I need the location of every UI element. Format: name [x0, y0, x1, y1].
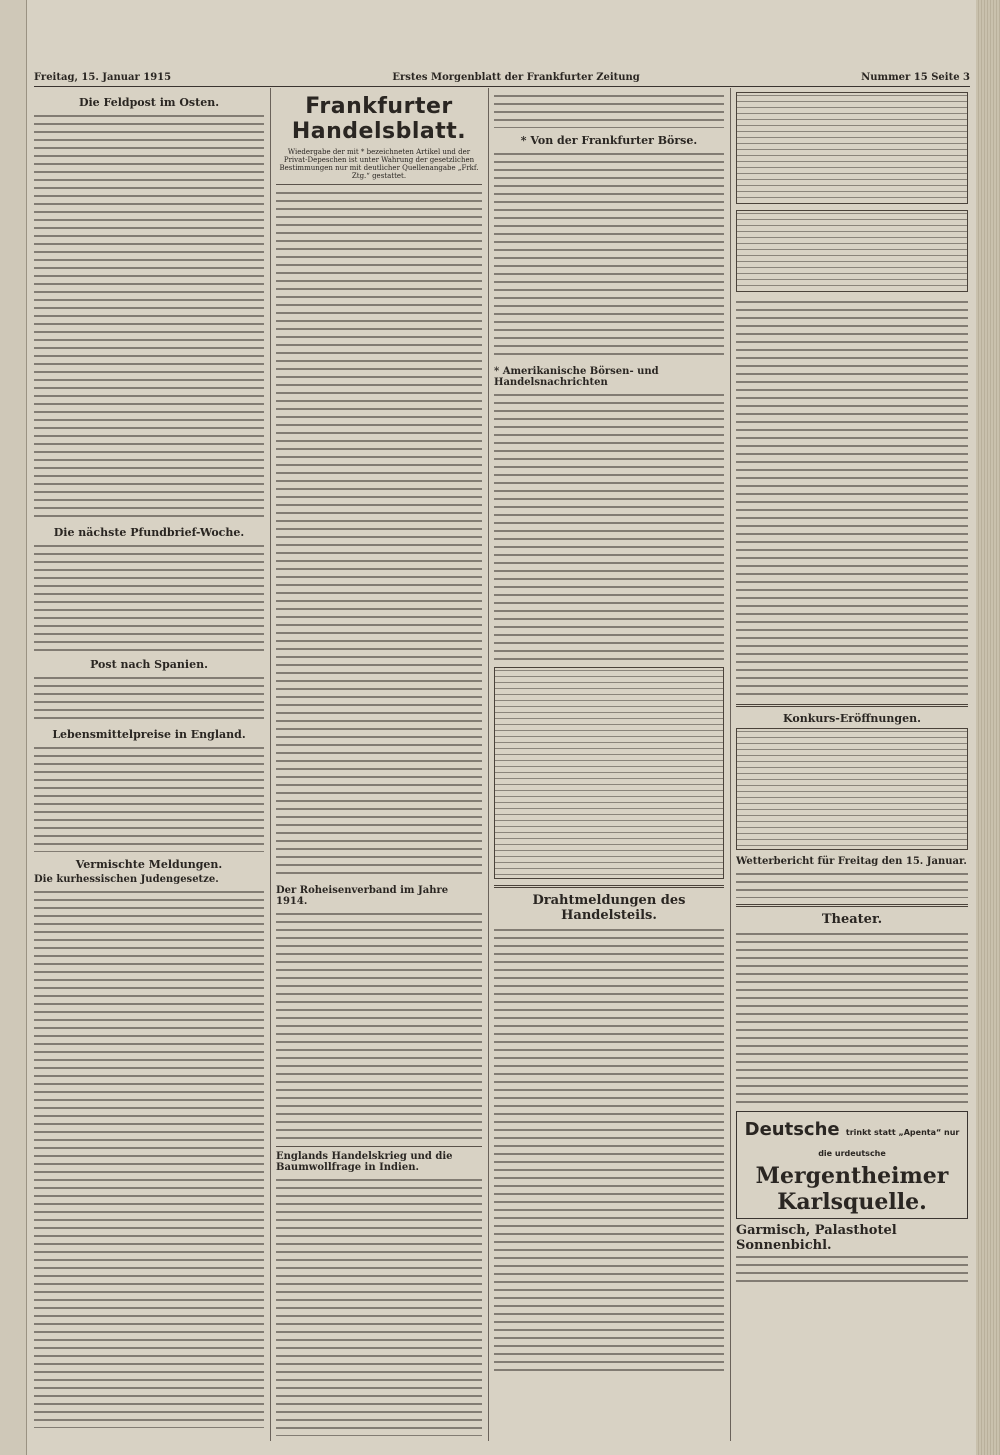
heading-roheisenverband: Der Roheisenverband im Jahre 1914.: [276, 885, 449, 907]
divider: [276, 1146, 482, 1147]
column-3: [494, 92, 724, 1437]
ad-deutsche-text: trinkt statt „Apenta“ nur die urdeutsche: [818, 1128, 960, 1158]
column-2: [276, 92, 482, 1437]
heading-judengesetze: Die kurhessischen Judengesetze.: [34, 874, 219, 885]
heading-post-spanien: Post nach Spanien.: [90, 658, 208, 671]
book-spine: [976, 0, 1000, 1455]
text-block: [494, 926, 724, 1376]
divider: [736, 704, 968, 707]
column-4: [736, 92, 968, 1437]
text-block: [736, 930, 968, 1105]
heading-feldpost: Die Feldpost im Osten.: [78, 96, 220, 109]
page-header: [34, 72, 970, 87]
text-block: [34, 744, 264, 852]
divider: [276, 184, 482, 185]
text-block: [494, 391, 724, 661]
column-rule: [730, 88, 731, 1441]
heading-drahtmeldungen: Drahtmeldungen des Handelsteils.: [532, 893, 686, 923]
heading-lebensmittelpreise: Lebensmittelpreise in England.: [52, 728, 246, 741]
heading-wetterbericht: Wetterbericht für Freitag den 15. Januar.: [736, 856, 967, 867]
text-block: [34, 674, 264, 722]
header-date: Freitag, 15. Januar 1915: [34, 72, 172, 83]
text-block: [736, 298, 968, 698]
ad-mergentheimer: Mergentheimer Karlsquelle.: [755, 1163, 949, 1215]
heading-amerikanische-boersen: * Amerikanische Börsen- und Handelsnachrichten: [494, 366, 659, 388]
heading-frankfurter-boerse: * Von der Frankfurter Börse.: [520, 134, 698, 147]
reprint-notice: Wiedergabe der mit * bezeichneten Artikel und der Privat-Depeschen ist unter Wahrung der gesetzlichen Bestimmungen nur mit deutlicher Quellenangabe „Frkf. Ztg.“ gestattet.: [279, 148, 479, 180]
text-block: [34, 542, 264, 652]
previous-page-edge: [0, 0, 27, 1455]
text-block: [736, 1253, 968, 1283]
ad-garmisch: Garmisch, Palasthotel Sonnenbichl.: [736, 1223, 897, 1253]
comparison-table: [736, 210, 968, 292]
bankruptcy-table: [736, 728, 968, 850]
heading-konkurs-eroeffnungen: Konkurs-Eröffnungen.: [783, 712, 921, 725]
advertisement-karlsquelle: [736, 1111, 968, 1219]
text-block: [34, 112, 264, 520]
column-1: [34, 92, 264, 1437]
section-title-handelsblatt: Frankfurter Handelsblatt.: [291, 94, 467, 144]
text-block: [276, 1176, 482, 1436]
header-page-number: Nummer 15 Seite 3: [861, 72, 970, 83]
divider: [494, 885, 724, 888]
heading-vermischte-meldungen: Vermischte Meldungen.: [75, 858, 223, 871]
heading-pfundbrief: Die nächste Pfundbrief-Woche.: [53, 526, 245, 539]
heading-theater: Theater.: [821, 912, 883, 927]
text-block: [34, 888, 264, 1428]
text-block: [494, 92, 724, 128]
heading-englands-handelskrieg: Englands Handelskrieg und die Baumwollfrage in Indien.: [276, 1151, 453, 1173]
commodity-table: [736, 92, 968, 204]
text-block: [494, 150, 724, 360]
ad-deutsche: Deutsche: [744, 1119, 840, 1140]
text-block: [736, 870, 968, 898]
column-rule: [488, 88, 489, 1441]
header-paper-title: Erstes Morgenblatt der Frankfurter Zeitung: [392, 72, 640, 83]
text-block: [276, 910, 482, 1140]
column-rule: [270, 88, 271, 1441]
divider: [736, 904, 968, 907]
text-block: [276, 189, 482, 879]
stock-quotes-table: [494, 667, 724, 879]
